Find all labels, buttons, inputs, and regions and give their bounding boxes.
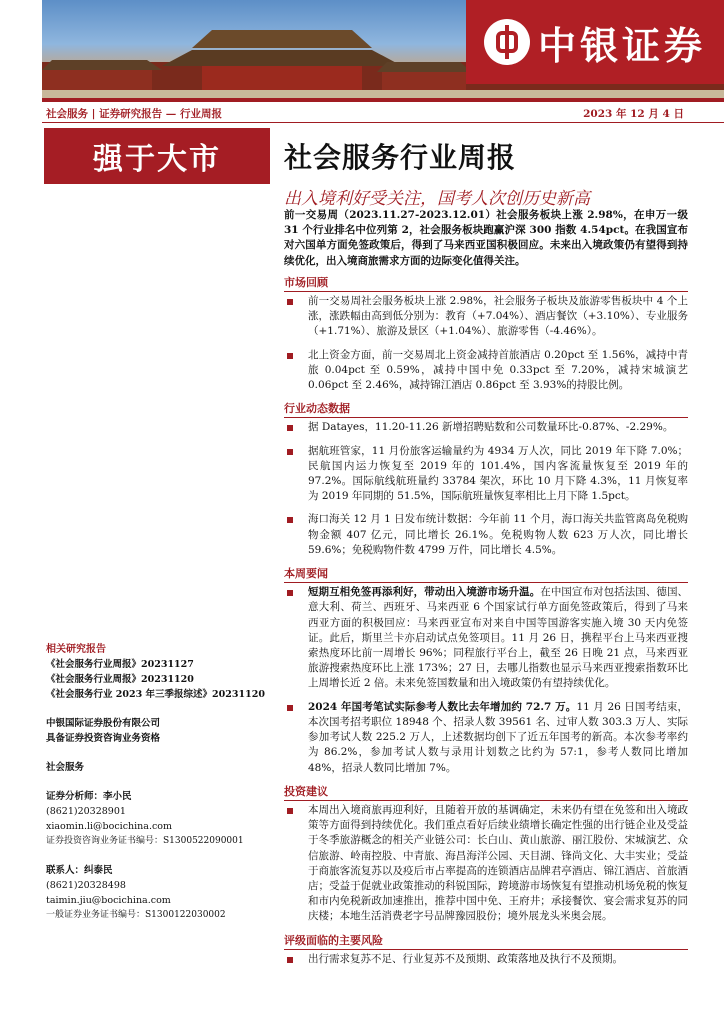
brand-name: 中银证券 [537, 23, 706, 68]
main-content [284, 208, 688, 975]
related-report-link[interactable]: 《社会服务行业周报》20231127 [46, 659, 194, 670]
related-reports-title: 相关研究报告 [46, 644, 106, 655]
bullet-item: 海口海关 12 月 1 日发布统计数据：今年前 11 个月，海口海关共监管离岛免税购物金额 407 亿元，同比增长 26.1%。免税购物人数 623 万人次，同比增长 59.6%；免税购物件数 4799 万件，同比增长 4.5%。 [284, 512, 688, 558]
page-subtitle: 出入境利好受关注，国考人次创历史新高 [284, 189, 590, 209]
related-report-link[interactable]: 《社会服务行业 2023 年三季报综述》20231120 [46, 689, 265, 700]
contact-name: 联系人：纠泰民 [46, 865, 113, 876]
contact-phone: (8621)20328498 [46, 880, 126, 891]
bullet-item: 出行需求复苏不足、行业复苏不及预期、政策落地及执行不及预期。 [284, 952, 688, 967]
contact-email[interactable]: taimin.jiu@bocichina.com [46, 895, 171, 906]
bullet-item: 2024 年国考笔试实际参考人数比去年增加约 72.7 万。11 月 26 日国考结束，本次国考招考职位 18948 个、招录人数 39561 名、过审人数 303.3 万人、实际参加考试人数 225.2 万人，上述数据均创下了近五年国考的新高。本次参考率约为 86.2%，参加考试人数与录用计划数之比约为 57:1，参考人数同比增加 48%，招录人数同比增加 7%。 [284, 700, 688, 776]
header-banner [42, 0, 724, 98]
analyst-email[interactable]: xiaomin.li@bocichina.com [46, 821, 173, 832]
analyst-cert: 证券投资咨询业务证书编号：S1300522090001 [46, 836, 244, 846]
bullet-item: 本周出入境商旅再迎利好，且随着开放的基调确定，未来仍有望在免签和出入境政策等方面得到持续优化。我们重点看好后续业绩增长确定性强的出行链企业及受益于冬季旅游概念的相关产业链公司：长白山、黄山旅游、丽江股份、宋城演艺、众信旅游、岭南控股、中青旅、海昌海洋公园、天目湖、锋尚文化、大丰实业；受益于商旅客流复苏以及疫后市占率提高的连锁酒店品牌君亭酒店、锦江酒店、首旅酒店；受益于促就业政策推动的科锐国际，跨境游市场恢复有望推动机场免税的恢复和市内免税新政加速推出，推荐中国中免、王府井；承接餐饮、宴会需求复苏的同庆楼；本地生活消费老字号品牌豫园股份；境外展龙头米奥会展。 [284, 803, 688, 925]
contact-cert: 一般证券业务证书编号：S1300122030002 [46, 910, 226, 920]
bullet-item: 据 Datayes，11.20-11.26 新增招聘贴数和公司数量环比-0.87%、-2.29%。 [284, 420, 688, 435]
section-title-industry-data: 行业动态数据 [284, 401, 688, 418]
industry-label: 社会服务 [46, 762, 85, 773]
header-rule [42, 98, 724, 102]
page-title: 社会服务行业周报 [284, 141, 517, 174]
section-title-market-review: 市场回顾 [284, 275, 688, 292]
report-category: 社会服务 | 证券研究报告 — 行业周报 [46, 108, 222, 120]
company-qualification: 具备证券投资咨询业务资格 [46, 733, 161, 744]
brand-logo [466, 0, 724, 84]
bullet-item: 短期互相免签再添利好，带动出入境游市场升温。在中国宣布对包括法国、德国、意大利、荷兰、西班牙、马来西亚 6 个国家试行单方面免签政策后，得到了马来西亚方面的积极回应：马来西亚宣布对来自中国等国游客实施入境 30 天内免签证。此后，斯里兰卡亦启动试点免签项目。11 月 26 日，携程平台上马来西亚搜索热度环比前一周增长 96%；同程旅行平台上，截至 26 日晚 21 点，马来西亚旅游搜索热度环比上涨 173%；27 日，去哪儿指数也显示马来西亚搜索指数环比上周增长近 2 倍。未来免签国数量和出入境政策仍有望持续优化。 [284, 585, 688, 691]
bullet-item: 据航班管家，11 月份旅客运输量约为 4934 万人次，同比 2019 年下降 7.0%；民航国内运力恢复至 2019 年的 101.4%，国内客流量恢复至 2019 年的 97.2%。国际航线航班量约 33784 架次，环比 10 月下降 4.3%，11 月恢复率为 2019 年同期的 51.5%，国际航班量恢复率相比上月下降 1.5pct。 [284, 444, 688, 505]
section-title-risks: 评级面临的主要风险 [284, 933, 688, 950]
related-report-link[interactable]: 《社会服务行业周报》20231120 [46, 674, 194, 685]
analyst-name: 证券分析师：李小民 [46, 791, 132, 802]
company-name: 中银国际证券股份有限公司 [46, 718, 161, 729]
report-date: 2023 年 12 月 4 日 [583, 108, 684, 120]
lead-paragraph: 前一交易周（2023.11.27-2023.12.01）社会服务板块上涨 2.98%，在申万一级 31 个行业排名中位列第 2，社会服务板块跑赢沪深 300 指数 4.54pct。在我国宣布对六国单方面免签政策后，得到了马来西亚国积极回应。未来出入境政策仍有望得到持续优化，出入境商旅需求方面的边际变化值得关注。 [284, 209, 688, 267]
analyst-phone: (8621)20328901 [46, 806, 126, 817]
rating-badge: 强于大市 [44, 128, 270, 184]
sidebar [46, 642, 272, 923]
meta-divider [42, 122, 724, 123]
bullet-item: 前一交易周社会服务板块上涨 2.98%，社会服务子板块及旅游零售板块中 4 个上涨，涨跌幅由高到低分别为：教育（+7.04%）、酒店餐饮（+3.10%）、专业服务（+1.71%）、旅游及景区（+1.04%）、旅游零售（-4.46%）。 [284, 294, 688, 340]
boc-logo-icon [484, 19, 530, 65]
bullet-item: 北上资金方面，前一交易周北上资金减持首旅酒店 0.20pct 至 1.56%，减持中青旅 0.04pct 至 0.59%，减持中国中免 0.33pct 至 7.20%，减持宋城演艺 0.06pct 至 2.46%，减持锦江酒店 0.86pct 至 3.93%的持股比例。 [284, 348, 688, 394]
section-title-investment-advice: 投资建议 [284, 784, 688, 801]
section-title-weekly-news: 本周要闻 [284, 566, 688, 583]
